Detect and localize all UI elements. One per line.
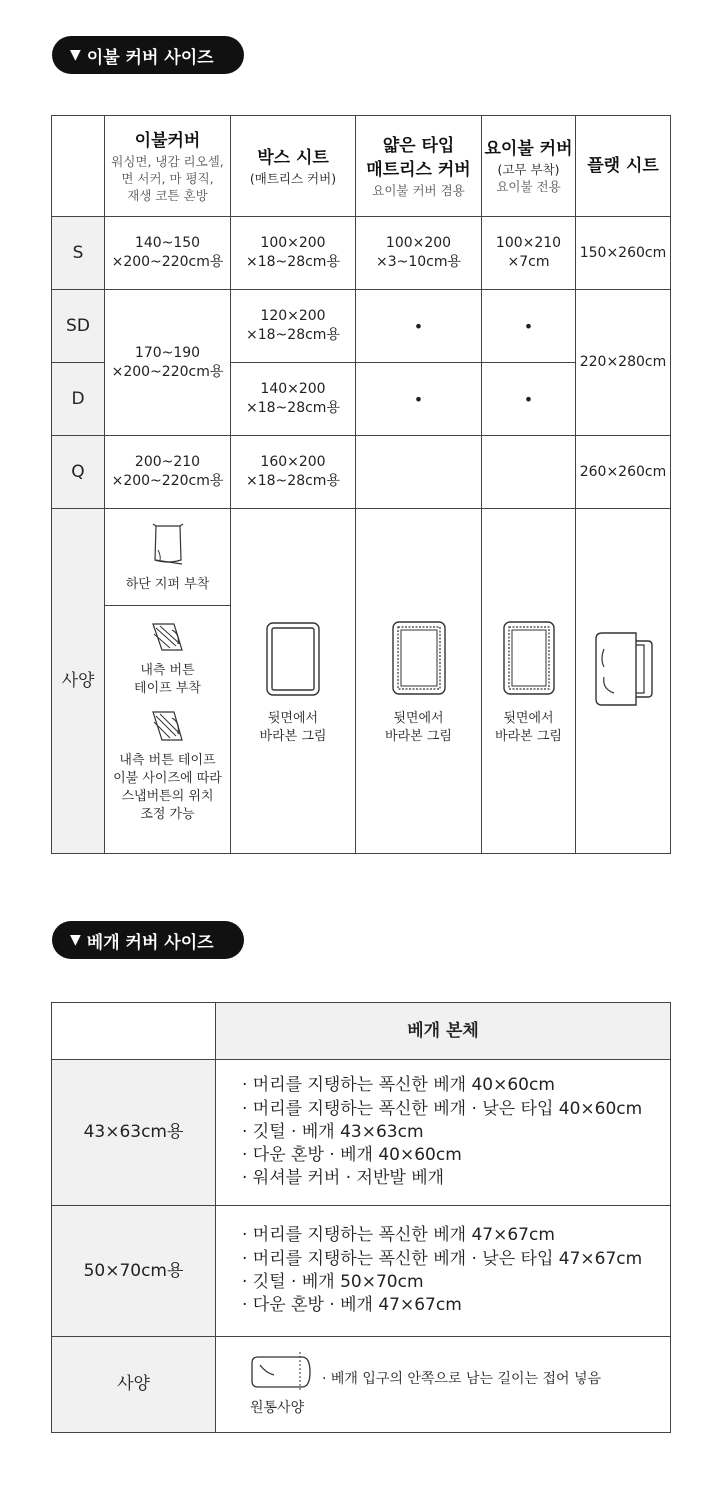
row-label-sd: SD — [52, 290, 105, 363]
cell-q-thin — [356, 436, 482, 509]
header-thin-mattress: 얇은 타입 매트리스 커버 요이불 커버 겸용 — [356, 116, 482, 217]
spec-buttons: 내측 버튼 테이프 부착 내측 버튼 테이프 이불 사이즈에 따라 스냅버튼의 위치 조정 가능 — [105, 606, 230, 824]
list-item: · 머리를 지탱하는 폭신한 베개 · 낮은 타입 40×60cm — [242, 1098, 643, 1119]
cell-sd-yoibul: • — [482, 290, 576, 363]
snap-button-icon — [150, 708, 186, 744]
list-item: · 머리를 지탱하는 폭신한 베개 · 낮은 타입 47×67cm — [242, 1248, 643, 1269]
pillow-list-50x70 — [216, 1206, 671, 1337]
section-title-duvet — [52, 36, 244, 74]
cell-s-box: 100×200 ×18~28cm용 — [231, 217, 356, 290]
list-item: · 워셔블 커버 · 저반발 베개 — [242, 1168, 445, 1189]
list-item: · 머리를 지탱하는 폭신한 베개 40×60cm — [242, 1075, 555, 1096]
row-label-spec: 사양 — [52, 1337, 216, 1433]
section-title-text: 베개 커버 사이즈 — [86, 932, 214, 953]
header-yoibul-cover: 요이불 커버 (고무 부착) 요이불 전용 — [482, 116, 576, 217]
cell-sdd-flat: 220×280cm — [576, 290, 671, 436]
cell-s-flat: 150×260cm — [576, 217, 671, 290]
header-box-sheet: 박스 시트 (매트리스 커버) — [231, 116, 356, 217]
spec-zipper: 하단 지퍼 부착 — [105, 509, 230, 606]
pillow-tube-icon — [250, 1351, 314, 1393]
pillow-spec-note: · 베개 입구의 안쪽으로 남는 길이는 접어 넣음 — [322, 1370, 602, 1387]
yoibul-back-icon — [502, 620, 556, 696]
list-item: · 다운 혼방 · 베개 40×60cm — [242, 1145, 462, 1166]
row-label-s: S — [52, 217, 105, 290]
row-label-q: Q — [52, 436, 105, 509]
button-tape-icon — [150, 620, 186, 654]
zipper-bag-icon — [148, 520, 188, 568]
cell-s-thin: 100×200 ×3~10cm용 — [356, 217, 482, 290]
thin-mattress-back-icon — [391, 620, 447, 696]
list-item: · 머리를 지탱하는 폭신한 베개 47×67cm — [242, 1225, 555, 1246]
box-sheet-back-icon — [264, 620, 322, 698]
cell-spec-yoibul: 뒷면에서 바라본 그림 — [482, 509, 576, 854]
header-pillow-body: 베개 본체 — [216, 1003, 671, 1060]
cell-q-box: 160×200 ×18~28cm용 — [231, 436, 356, 509]
corner-cell — [52, 116, 105, 217]
flat-sheet-icon — [590, 629, 656, 709]
pillow-size-table — [51, 1002, 671, 1433]
section-title-text: 이불 커버 사이즈 — [86, 47, 214, 68]
list-item: · 다운 혼방 · 베개 47×67cm — [242, 1295, 462, 1316]
cell-q-yoibul — [482, 436, 576, 509]
row-label-d: D — [52, 363, 105, 436]
list-item: · 깃털 · 베개 50×70cm — [242, 1272, 424, 1292]
row-label-43x63: 43×63cm용 — [52, 1060, 216, 1206]
duvet-size-table — [51, 115, 671, 854]
pillow-spec-caption: 원통사양 — [250, 1400, 305, 1416]
cell-sd-thin: • — [356, 290, 482, 363]
cell-d-yoibul: • — [482, 363, 576, 436]
cell-spec-flat — [576, 509, 671, 854]
cell-sd-box: 120×200 ×18~28cm용 — [231, 290, 356, 363]
cell-spec-thin: 뒷면에서 바라본 그림 — [356, 509, 482, 854]
row-label-50x70: 50×70cm용 — [52, 1206, 216, 1337]
section-title-pillow — [52, 921, 244, 959]
triangle-down-icon: ▼ — [70, 47, 81, 63]
list-item: · 깃털 · 베개 43×63cm — [242, 1121, 424, 1142]
cell-s-duvet: 140~150 ×200~220cm용 — [105, 217, 231, 290]
cell-spec-box: 뒷면에서 바라본 그림 — [231, 509, 356, 854]
cell-q-flat: 260×260cm — [576, 436, 671, 509]
cell-spec-duvet — [105, 509, 231, 854]
cell-d-thin: • — [356, 363, 482, 436]
cell-s-yoibul: 100×210 ×7cm — [482, 217, 576, 290]
pillow-list-43x63 — [216, 1060, 671, 1206]
row-label-spec: 사양 — [52, 509, 105, 854]
cell-q-duvet: 200~210 ×200~220cm용 — [105, 436, 231, 509]
header-duvet: 이불커버 워싱면, 냉감 리오셀, 면 서커, 마 평직, 재생 코튼 혼방 — [105, 116, 231, 217]
corner-cell — [52, 1003, 216, 1060]
header-flat-sheet: 플랫 시트 — [576, 116, 671, 217]
pillow-spec-cell — [216, 1337, 671, 1433]
triangle-down-icon: ▼ — [70, 932, 81, 948]
cell-sdd-duvet: 170~190 ×200~220cm용 — [105, 290, 231, 436]
cell-d-box: 140×200 ×18~28cm용 — [231, 363, 356, 436]
